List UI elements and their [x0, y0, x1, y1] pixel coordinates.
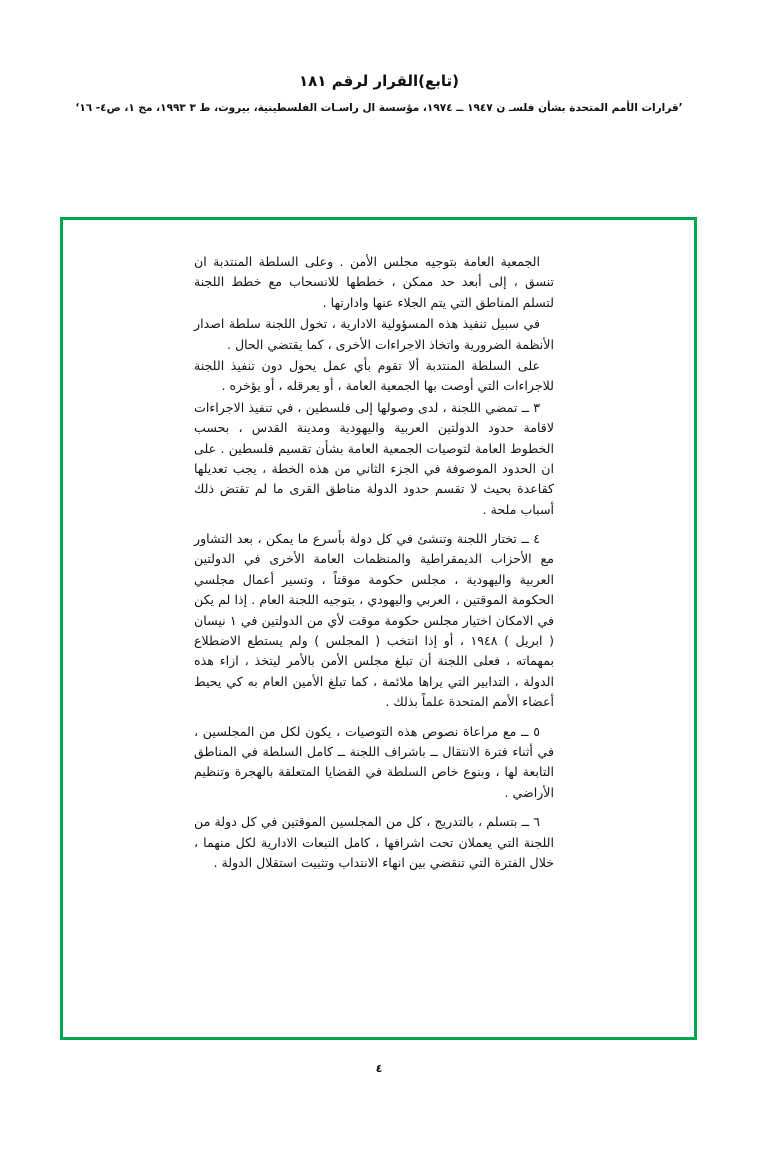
paragraph: الجمعية العامة بتوجيه مجلس الأمن . وعلى السلطة المنتدبة ان تنسق ، إلى أبعد حد ممكن ، خططها للانسحاب مع خطط اللجنة لتسلم المناطق التي يتم الجلاء عنها وادارتها .	[194, 254, 554, 310]
paragraph: على السلطة المنتدبة ألا تقوم بأي عمل يحول دون تنفيذ اللجنة للاجراءات التي أوصت بها الجمعية العامة ، أو يعرقله ، أو يؤخره .	[194, 357, 554, 394]
paragraph: ٣ ــ تمضي اللجنة ، لدى وصولها إلى فلسطين ، في تنفيذ الاجراءات لاقامة حدود الدولتين العربية واليهودية ومدينة القدس ، بحسب الخطوط العامة لتوصيات الجمعية العامة بشأن تقسيم فلسطين . على ان الحدود الموصوفة في الجزء الثاني من هذه الخطة ، يجب تعديلها كقاعدة بحيث لا تقسم حدود الدولة مناطق القرى ما لم تقتض ذلك أسباب ملحة .	[194, 399, 554, 517]
paragraph: في سبيل تنفيذ هذه المسؤولية الادارية ، تخول اللجنة سلطة اصدار الأنظمة الضرورية واتخاذ الاجراءات الأخرى ، كما يقتضي الحال .	[194, 316, 554, 352]
content-frame	[60, 217, 697, 1040]
paragraph: ٤ ــ تختار اللجنة وتنشئ في كل دولة بأسرع ما يمكن ، بعد التشاور مع الأحزاب الديمقراطية والمنظمات العامة الأخرى في الدولتين العربية واليهودية ، مجلس حكومة موقتاً ، وتسير أعمال مجلسي الحكومة الموقتين ، العربي واليهودي ، بتوجيه اللجنة العام . إذا لم يكن في الامكان اختيار مجلس حكومة موقت لأي من الدولتين في ١ نيسان ( ابريل ) ١٩٤٨ ، أو إذا انتخب ( المجلس ) ولم يستطع الاضطلاع بمهماته ، فعلى اللجنة أن تبلغ مجلس الأمن بالأمر ليتخذ ، ازاء هذه الدولة ، التدابير التي يراها ملائمة ، كما تبلغ الأمين العام به كي يحيط أعضاء الأمم المتحدة علماً بذلك .	[194, 531, 554, 710]
document-page	[0, 72, 758, 1150]
paragraph: ٥ ــ مع مراعاة نصوص هذه التوصيات ، يكون لكل من المجلسين ، في أثناء فترة الانتقال ــ باشراف اللجنة ــ كامل السلطة في المناطق التابعة لها ، وبنوع خاص السلطة في القضايا المتعلقة بالهجرة وتنظيم الأراضي .	[194, 723, 554, 800]
page-number: ٤	[375, 1062, 383, 1075]
source-citation: ’قرارات الأمم المتحدة بشأن فلسـ ن ١٩٤٧ ــ ١٩٧٤، مؤسسة ال راسـات الفلسطينية، بيروت، ط ٣ ١٩٩٣، مج ١، ص٤- ١٦‘	[75, 102, 683, 114]
paragraph: ٦ ــ بتسلم ، بالتدريج ، كل من المجلسين الموقتين في كل دولة من اللجنة التي يعملان تحت اشرافها ، كامل التبعات الادارية لكل منهما ، خلال الفترة التي تنقضي بين انهاء الانتداب وتثبيت استقلال الدولة .	[194, 814, 554, 870]
document-body	[194, 252, 554, 874]
page-title: (تابع)القرار لرقم ١٨١	[299, 72, 459, 90]
